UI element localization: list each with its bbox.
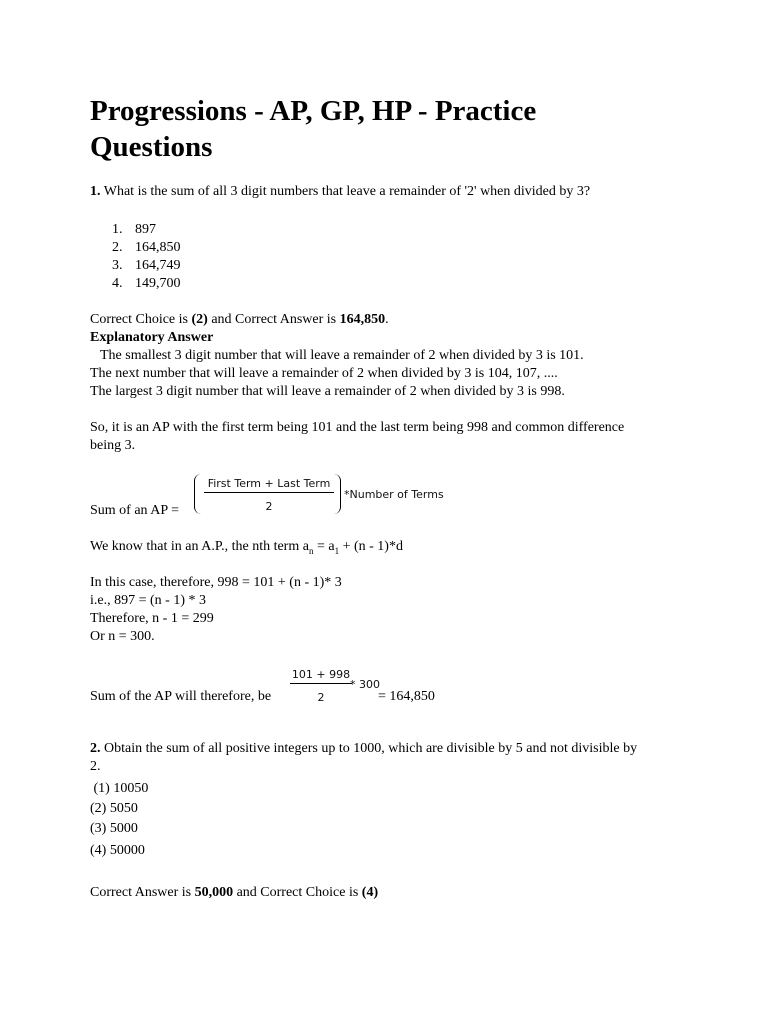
option-item xyxy=(90,221,690,239)
answer-prefix: Correct Choice is xyxy=(90,312,192,327)
question-2 xyxy=(90,740,690,758)
answer-mid: and Correct Choice is xyxy=(233,885,362,900)
ap-description-line: So, it is an AP with the first term being 101 and the last term being 998 and common difference xyxy=(90,420,625,435)
formula-multiplier: *Number of Terms xyxy=(344,488,444,501)
nth-term-mid: = a xyxy=(313,539,335,554)
fraction-bar xyxy=(204,492,334,493)
question-1-options xyxy=(90,221,690,293)
question-2-option: (2) 5050 xyxy=(90,801,138,816)
answer-value: 164,850 xyxy=(339,312,386,327)
option-number: 2. xyxy=(112,240,123,255)
result-multiplier: * 300 xyxy=(350,678,380,691)
option-item xyxy=(90,275,690,293)
nth-term-line xyxy=(90,538,690,556)
question-2-text: Obtain the sum of all positive integers up to 1000, which are divisible by 5 and not divisible by xyxy=(100,741,638,756)
subscript-n: n xyxy=(308,545,314,556)
answer-suffix: . xyxy=(385,312,389,327)
option-item xyxy=(90,257,690,275)
ap-description-line: being 3. xyxy=(90,438,136,453)
sum-formula xyxy=(194,472,454,518)
question-2-option: (3) 5000 xyxy=(90,821,138,836)
option-text: 164,850 xyxy=(135,240,181,255)
option-number: 4. xyxy=(112,276,123,291)
left-parenthesis xyxy=(194,474,201,514)
option-item xyxy=(90,239,690,257)
question-1-text: What is the sum of all 3 digit numbers that leave a remainder of '2' when divided by 3? xyxy=(100,184,591,199)
explanatory-heading xyxy=(90,329,690,347)
sum-result-label: Sum of the AP will therefore, be xyxy=(90,689,272,704)
question-2-answer xyxy=(90,884,690,902)
step-line: Therefore, n - 1 = 299 xyxy=(90,611,214,626)
page-title: Progressions - AP, GP, HP - Practice Questions xyxy=(90,95,537,163)
step-line: Or n = 300. xyxy=(90,629,155,644)
answer-choice: (4) xyxy=(361,885,379,900)
formula-denominator: 2 xyxy=(265,500,273,513)
explanation-line: The largest 3 digit number that will leave a remainder of 2 when divided by 3 is 998. xyxy=(90,384,565,399)
question-2-option: (4) 50000 xyxy=(90,843,145,858)
option-text: 149,700 xyxy=(135,276,181,291)
question-1-number: 1. xyxy=(90,184,101,199)
step-line: i.e., 897 = (n - 1) * 3 xyxy=(90,593,206,608)
nth-term-prefix: We know that in an A.P., the nth term a xyxy=(90,539,309,554)
answer-prefix: Correct Answer is xyxy=(90,885,195,900)
option-text: 164,749 xyxy=(135,258,181,273)
sum-of-ap-label: Sum of an AP = xyxy=(90,503,180,518)
option-number: 1. xyxy=(112,222,123,237)
subscript-1: 1 xyxy=(334,545,340,556)
explanation-line: The smallest 3 digit number that will leave a remainder of 2 when divided by 3 is 101. xyxy=(100,348,584,363)
result-fraction-bar xyxy=(290,683,352,684)
step-line: In this case, therefore, 998 = 101 + (n - 1)* 3 xyxy=(90,575,342,590)
explanatory-heading-text: Explanatory Answer xyxy=(90,330,214,345)
answer-mid: and Correct Answer is xyxy=(207,312,340,327)
question-2-text-continued: 2. xyxy=(90,759,101,774)
result-value: = 164,850 xyxy=(378,689,435,704)
nth-term-suffix: + (n - 1)*d xyxy=(339,539,403,554)
result-denominator: 2 xyxy=(317,691,325,704)
formula-numerator: First Term + Last Term xyxy=(207,477,331,490)
explanation-line: The next number that will leave a remainder of 2 when divided by 3 is 104, 107, .... xyxy=(90,366,558,381)
question-1-answer xyxy=(90,311,690,329)
question-1 xyxy=(90,183,690,201)
answer-value: 50,000 xyxy=(194,885,234,900)
question-2-option: (1) 10050 xyxy=(90,781,149,796)
option-text: 897 xyxy=(135,222,156,237)
question-2-number: 2. xyxy=(90,741,101,756)
result-numerator: 101 + 998 xyxy=(291,668,351,681)
option-number: 3. xyxy=(112,258,123,273)
answer-choice: (2) xyxy=(191,312,208,327)
right-parenthesis xyxy=(334,474,341,514)
